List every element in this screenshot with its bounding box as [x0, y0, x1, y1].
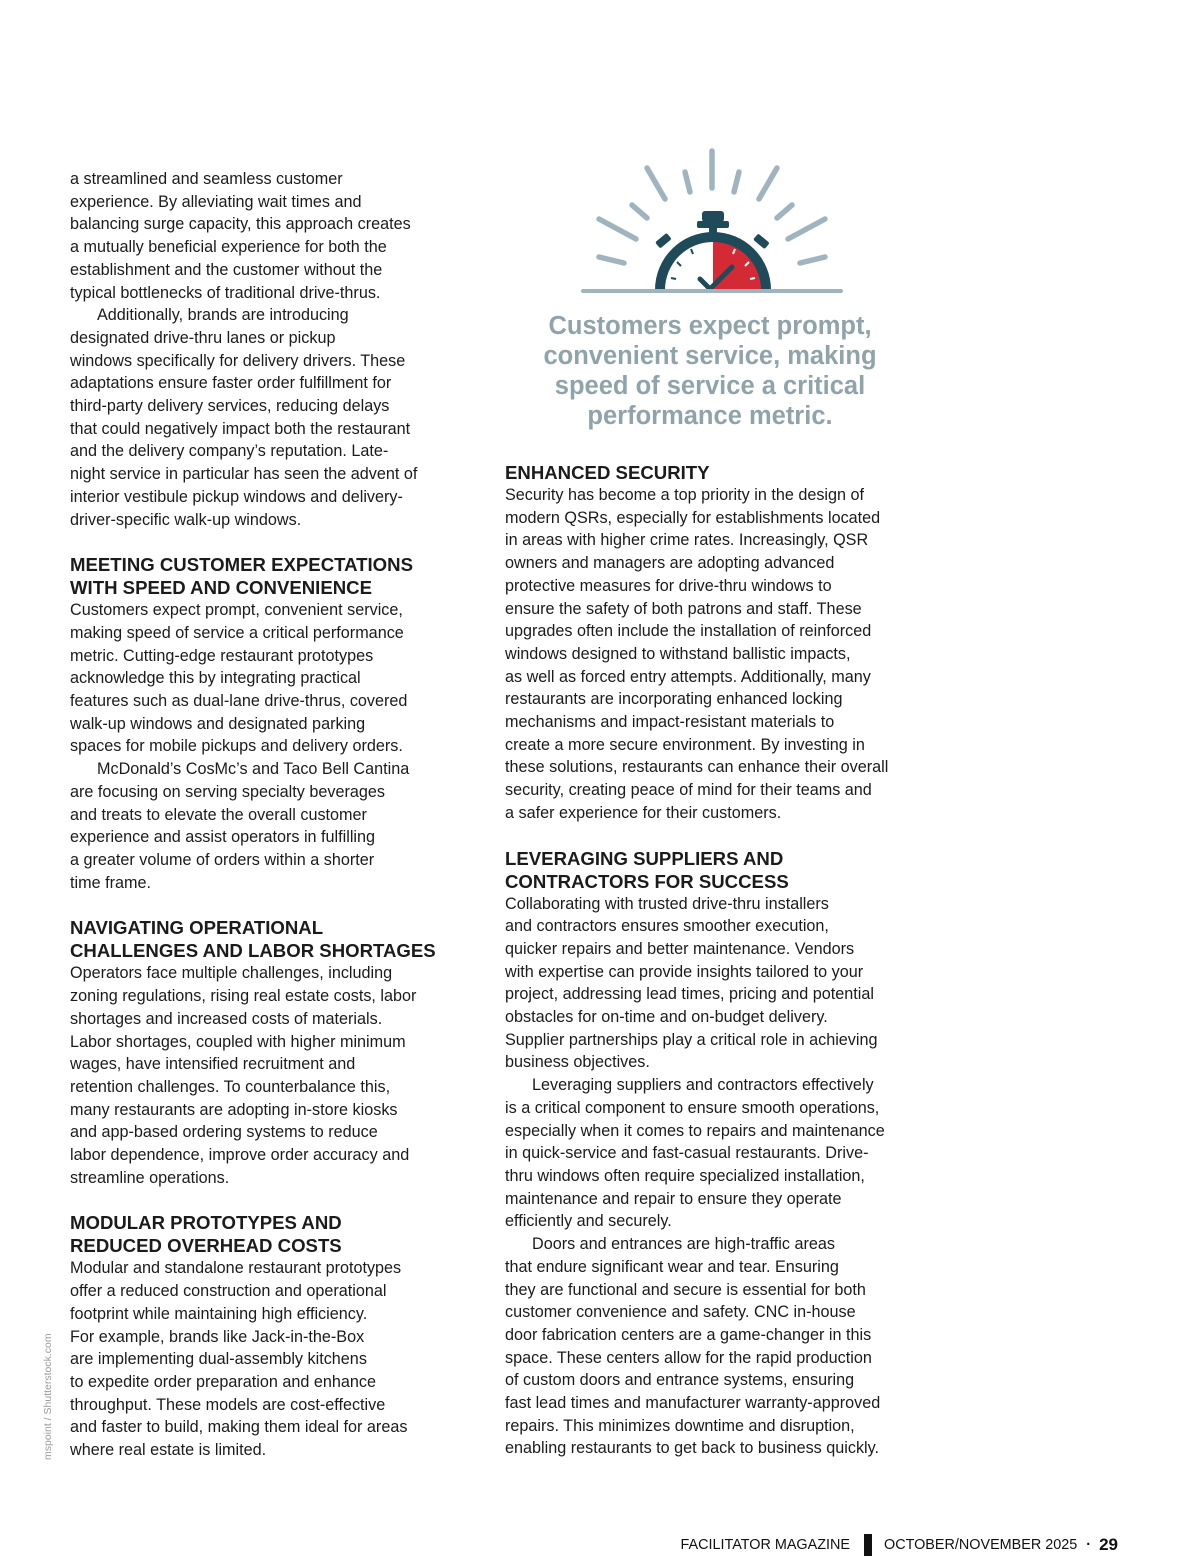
- intro-paragraph-2: [70, 304, 470, 531]
- intro-paragraph: [70, 168, 470, 304]
- text-line: is a critical component to ensure smooth operations,: [505, 1098, 880, 1117]
- section-paragraph: [70, 1257, 470, 1461]
- text-line: windows designed to withstand ballistic impacts,: [505, 644, 851, 663]
- page-footer: [680, 1534, 1118, 1556]
- page-number: 29: [1099, 1535, 1118, 1554]
- text-line: spaces for mobile pickups and delivery orders.: [70, 737, 403, 756]
- text-line: experience and assist operators in fulfilling: [70, 828, 376, 847]
- text-line: in areas with higher crime rates. Increasingly, QSR: [505, 531, 869, 550]
- text-line: where real estate is limited.: [70, 1441, 267, 1460]
- text-line: owners and managers are adopting advanced: [505, 554, 835, 573]
- heading-line: NAVIGATING OPERATIONAL: [70, 917, 324, 939]
- text-line: to expedite order preparation and enhance: [70, 1372, 376, 1391]
- text-line: these solutions, restaurants can enhance their overall: [505, 758, 889, 777]
- text-line: enabling restaurants to get back to business quickly.: [505, 1439, 880, 1458]
- text-line: zoning regulations, rising real estate costs, labor: [70, 987, 417, 1006]
- text-line: and contractors ensures smoother execution,: [505, 917, 829, 936]
- pull-quote: [505, 311, 915, 431]
- text-line: and the delivery company’s reputation. Late-: [70, 442, 389, 461]
- text-line: especially when it comes to repairs and maintenance: [505, 1121, 885, 1140]
- text-line: many restaurants are adopting in-store kiosks: [70, 1100, 398, 1119]
- section-paragraph: [505, 893, 915, 1075]
- section-paragraph: [70, 962, 470, 1189]
- text-line: streamline operations.: [70, 1168, 230, 1187]
- text-line: acknowledge this by integrating practical: [70, 669, 361, 688]
- text-line: a streamlined and seamless customer: [70, 170, 343, 188]
- heading-line: REDUCED OVERHEAD COSTS: [70, 1235, 342, 1257]
- section-paragraph: [505, 484, 915, 825]
- text-line: night service in particular has seen the advent of: [70, 465, 418, 484]
- text-line: Modular and standalone restaurant prototypes: [70, 1259, 402, 1278]
- text-line: quicker repairs and better maintenance. Vendors: [505, 939, 855, 958]
- text-line: experience. By alleviating wait times and: [70, 192, 362, 211]
- text-line: customer convenience and safety. CNC in-house: [505, 1303, 856, 1322]
- text-line: security, creating peace of mind for their teams and: [505, 781, 872, 800]
- text-line: ensure the safety of both patrons and staff. These: [505, 599, 862, 618]
- text-line: fast lead times and manufacturer warranty-approved: [505, 1394, 881, 1413]
- text-line: speed of service a critical: [554, 372, 866, 400]
- text-line: a greater volume of orders within a shorter: [70, 850, 375, 869]
- text-line: upgrades often include the installation of reinforced: [505, 622, 872, 641]
- footer-separator: ·: [1086, 1537, 1092, 1553]
- text-line: door fabrication centers are a game-changer in this: [505, 1325, 872, 1344]
- text-line: efficiently and securely.: [505, 1212, 672, 1231]
- text-line: convenient service, making: [543, 342, 877, 370]
- text-line: and app-based ordering systems to reduce: [70, 1123, 378, 1142]
- photo-credit: mspoint / Shutterstock.com: [42, 1333, 54, 1460]
- text-line: Doors and entrances are high-traffic areas: [532, 1235, 835, 1254]
- text-line: interior vestibule pickup windows and delivery-: [70, 487, 403, 506]
- text-line: protective measures for drive-thru windows to: [505, 576, 832, 595]
- text-line: performance metric.: [587, 402, 833, 430]
- heading-line: LEVERAGING SUPPLIERS AND: [505, 847, 784, 869]
- text-line: making speed of service a critical performance: [70, 623, 404, 642]
- stopwatch-icon: [575, 145, 850, 297]
- heading-line: WITH SPEED AND CONVENIENCE: [70, 577, 373, 599]
- text-line: driver-specific walk-up windows.: [70, 510, 302, 529]
- text-line: balancing surge capacity, this approach creates: [70, 215, 411, 234]
- text-line: third-party delivery services, reducing delays: [70, 397, 390, 416]
- text-line: create a more secure environment. By investing in: [505, 735, 865, 754]
- text-line: designated drive-thru lanes or pickup: [70, 328, 336, 347]
- heading-line: ENHANCED SECURITY: [505, 462, 710, 483]
- section-paragraph: [505, 1233, 915, 1460]
- text-line: metric. Cutting-edge restaurant prototypes: [70, 646, 374, 665]
- text-line: Supplier partnerships play a critical role in achieving: [505, 1030, 878, 1049]
- section-paragraph: [70, 599, 470, 758]
- text-line: Leveraging suppliers and contractors effectively: [532, 1076, 874, 1095]
- text-line: a mutually beneficial experience for both the: [70, 238, 387, 257]
- heading-line: MODULAR PROTOTYPES AND: [70, 1212, 342, 1234]
- text-line: of custom doors and entrance systems, ensuring: [505, 1371, 855, 1390]
- text-line: thru windows often require specialized installation,: [505, 1166, 865, 1185]
- text-line: walk-up windows and designated parking: [70, 714, 366, 733]
- text-line: labor dependence, improve order accuracy and: [70, 1146, 410, 1165]
- text-line: business objectives.: [505, 1053, 650, 1072]
- magazine-name: FACILITATOR MAGAZINE: [680, 1537, 850, 1553]
- heading-line: CHALLENGES AND LABOR SHORTAGES: [70, 940, 436, 962]
- text-line: Security has become a top priority in the design of: [505, 486, 865, 504]
- text-line: establishment and the customer without the: [70, 260, 383, 279]
- left-column: [70, 168, 470, 1462]
- text-line: that could negatively impact both the restaurant: [70, 419, 411, 438]
- text-line: restaurants are incorporating enhanced locking: [505, 690, 843, 709]
- stopwatch-body: [655, 211, 771, 290]
- heading-line: CONTRACTORS FOR SUCCESS: [505, 870, 789, 892]
- section-heading-leveraging-suppliers: [505, 847, 915, 893]
- text-line: and treats to elevate the overall customer: [70, 805, 367, 824]
- text-line: space. These centers allow for the rapid production: [505, 1348, 872, 1367]
- section-paragraph: [505, 1074, 915, 1233]
- text-line: are implementing dual-assembly kitchens: [70, 1350, 367, 1369]
- text-line: typical bottlenecks of traditional drive-thrus.: [70, 283, 381, 302]
- heading-line: MEETING CUSTOMER EXPECTATIONS: [70, 554, 413, 576]
- text-line: Labor shortages, coupled with higher minimum: [70, 1032, 406, 1051]
- text-line: as well as forced entry attempts. Additionally, many: [505, 667, 871, 686]
- text-line: Customers expect prompt,: [548, 312, 872, 340]
- text-line: and faster to build, making them ideal for areas: [70, 1418, 408, 1437]
- text-line: modern QSRs, especially for establishments located: [505, 508, 881, 527]
- text-line: footprint while maintaining high efficiency.: [70, 1304, 368, 1323]
- section-heading-enhanced-security: [505, 461, 915, 484]
- text-line: they are functional and secure is essential for both: [505, 1280, 866, 1299]
- text-line: are focusing on serving specialty beverages: [70, 782, 385, 801]
- text-line: a safer experience for their customers.: [505, 803, 782, 822]
- text-line: Additionally, brands are introducing: [97, 306, 349, 325]
- footer-divider-bar: [864, 1534, 872, 1556]
- right-column: [505, 461, 915, 1460]
- section-heading-modular-prototypes: [70, 1211, 470, 1257]
- text-line: mechanisms and impact-resistant materials to: [505, 713, 835, 732]
- text-line: Operators face multiple challenges, including: [70, 964, 393, 983]
- text-line: retention challenges. To counterbalance this,: [70, 1077, 391, 1096]
- text-line: windows specifically for delivery drivers. These: [70, 351, 406, 370]
- text-line: throughput. These models are cost-effective: [70, 1395, 386, 1414]
- text-line: offer a reduced construction and operational: [70, 1282, 387, 1301]
- text-line: with expertise can provide insights tailored to your: [505, 962, 864, 981]
- section-heading-operational-challenges: [70, 916, 470, 962]
- text-line: wages, have intensified recruitment and: [70, 1055, 356, 1074]
- text-line: obstacles for on-time and on-budget delivery.: [505, 1008, 828, 1027]
- text-line: shortages and increased costs of materials.: [70, 1009, 383, 1028]
- text-line: Collaborating with trusted drive-thru installers: [505, 894, 829, 913]
- text-line: adaptations ensure faster order fulfillment for: [70, 374, 392, 393]
- text-line: that endure significant wear and tear. Ensuring: [505, 1257, 839, 1276]
- section-paragraph: [70, 758, 470, 894]
- text-line: project, addressing lead times, pricing and potential: [505, 985, 874, 1004]
- text-line: maintenance and repair to ensure they operate: [505, 1189, 842, 1208]
- issue-date: OCTOBER/NOVEMBER 2025: [884, 1537, 1078, 1553]
- text-line: features such as dual-lane drive-thrus, covered: [70, 692, 408, 711]
- text-line: time frame.: [70, 873, 151, 892]
- text-line: For example, brands like Jack-in-the-Box: [70, 1327, 365, 1346]
- text-line: repairs. This minimizes downtime and disruption,: [505, 1416, 855, 1435]
- text-line: Customers expect prompt, convenient service,: [70, 601, 403, 620]
- section-heading-customer-expectations: [70, 553, 470, 599]
- text-line: McDonald’s CosMc’s and Taco Bell Cantina: [97, 760, 410, 779]
- text-line: in quick-service and fast-casual restaurants. Drive-: [505, 1144, 869, 1163]
